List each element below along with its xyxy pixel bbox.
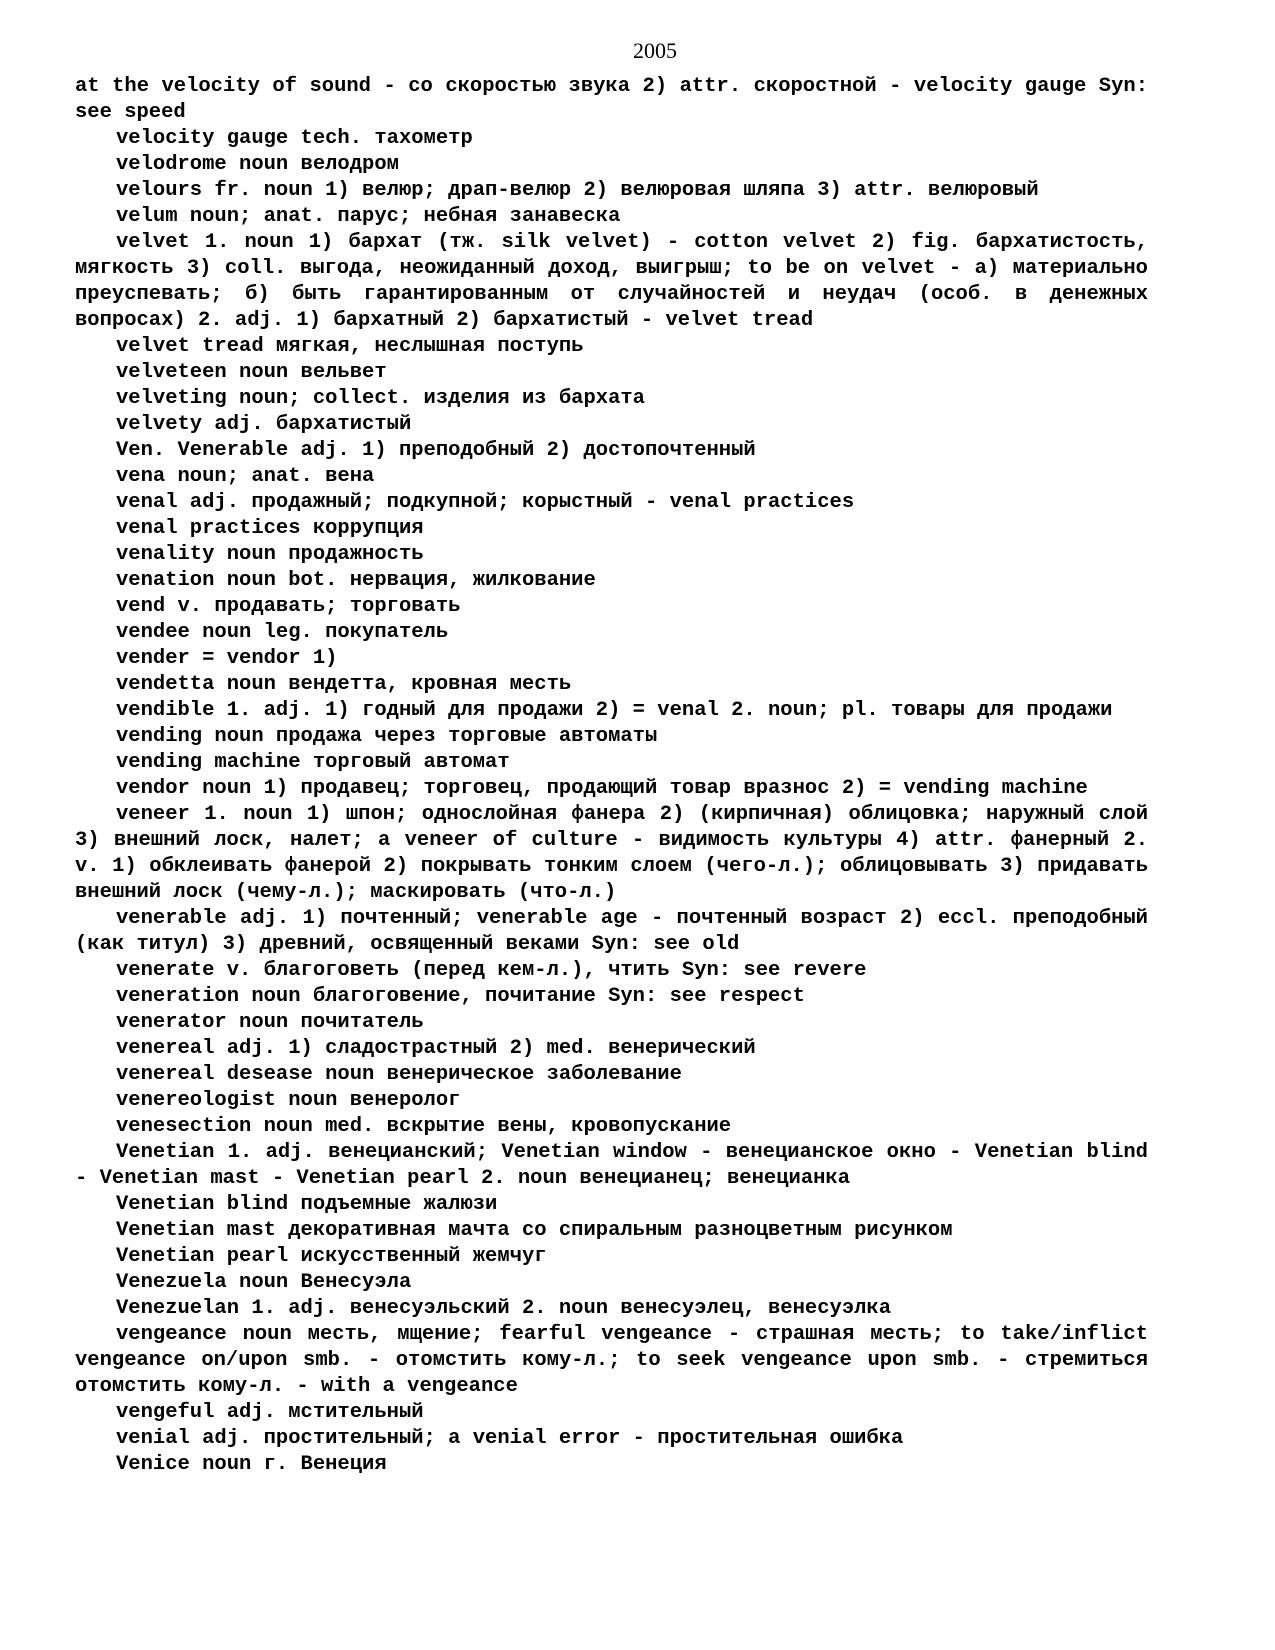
dictionary-entry: vena noun; anat. вена — [116, 465, 375, 488]
dictionary-entries — [75, 74, 1148, 1478]
dictionary-entry: Venezuelan 1. adj. венесуэльский 2. noun венесуэлец, венесуэлка — [116, 1297, 892, 1320]
dictionary-entry: vendible 1. adj. 1) годный для продажи 2) = venal 2. noun; pl. товары для продажи — [116, 699, 1113, 722]
dictionary-entry: veneration noun благоговение, почитание Syn: see respect — [116, 985, 805, 1008]
dictionary-entry: venereal adj. 1) сладострастный 2) med. венерический — [116, 1037, 756, 1060]
dictionary-entry: veneer 1. noun 1) шпон; однослойная фанера 2) (кирпичная) облицовка; наружный слой 3) внешний лоск, налет; a veneer of culture - видимость культуры 4) attr. фанерный 2. v. 1) обклеивать фанерой 2) покрывать тонким слоем (чего-л.); облицовывать 3) придавать внешний лоск (чему-л.); маскировать (что-л.) — [75, 803, 1148, 904]
dictionary-entry: velvet tread мягкая, неслышная поступь — [116, 335, 584, 358]
dictionary-entry: velveteen noun вельвет — [116, 361, 387, 384]
dictionary-entry: vend v. продавать; торговать — [116, 595, 461, 618]
dictionary-entry: venerator noun почитатель — [116, 1011, 424, 1034]
dictionary-entry: vengeful adj. мстительный — [116, 1401, 424, 1424]
dictionary-entry: venerate v. благоговеть (перед кем-л.), чтить Syn: see revere — [116, 959, 867, 982]
dictionary-entry: venerable adj. 1) почтенный; venerable age - почтенный возраст 2) eccl. преподобный (как титул) 3) древний, освященный веками Syn: see old — [75, 907, 1148, 956]
dictionary-entry: vendee noun leg. покупатель — [116, 621, 449, 644]
dictionary-entry: venal practices коррупция — [116, 517, 424, 540]
dictionary-entry: Ven. Venerable adj. 1) преподобный 2) достопочтенный — [116, 439, 756, 462]
dictionary-entry: Venetian pearl искусственный жемчуг — [116, 1245, 547, 1268]
dictionary-entry: velum noun; anat. парус; небная занавеска — [116, 205, 621, 228]
dictionary-entry: velodrome noun велодром — [116, 153, 399, 176]
dictionary-entry: velvet 1. noun 1) бархат (тж. silk velvet) - cotton velvet 2) fig. бархатистость, мягкость 3) coll. выгода, неожиданный доход, выигрыш; to be on velvet - а) материально преуспевать; б) быть гарантированным от случайностей и неудач (особ. в денежных вопросах) 2. adj. 1) бархатный 2) бархатистый - velvet tread — [75, 231, 1148, 332]
dictionary-entry: venial adj. простительный; a venial error - простительная ошибка — [116, 1427, 904, 1450]
dictionary-entry: Venetian mast декоративная мачта со спиральным разноцветным рисунком — [116, 1219, 953, 1242]
dictionary-entry: Venetian blind подъемные жалюзи — [116, 1193, 498, 1216]
dictionary-entry: at the velocity of sound - со скоростью звука 2) attr. скоростной - velocity gauge Syn: see speed — [75, 75, 1148, 124]
dictionary-entry: velours fr. noun 1) велюр; драп-велюр 2) велюровая шляпа 3) attr. велюровый — [116, 179, 1039, 202]
dictionary-entry: vendor noun 1) продавец; торговец, продающий товар вразнос 2) = vending machine — [116, 777, 1088, 800]
dictionary-entry: venesection noun med. вскрытие вены, кровопускание — [116, 1115, 732, 1138]
dictionary-entry: vendetta noun вендетта, кровная месть — [116, 673, 572, 696]
dictionary-entry: venereologist noun венеролог — [116, 1089, 461, 1112]
dictionary-entry: velocity gauge tech. тахометр — [116, 127, 473, 150]
dictionary-entry: Venice noun г. Венеция — [116, 1453, 387, 1476]
dictionary-entry: vender = vendor 1) — [116, 647, 338, 670]
dictionary-entry: vengeance noun месть, мщение; fearful vengeance - страшная месть; to take/inflict vengeance on/upon smb. - отомстить кому-л.; to seek vengeance upon smb. - стремиться отомстить кому-л. - with a vengeance — [75, 1323, 1148, 1398]
dictionary-entry: Venetian 1. adj. венецианский; Venetian window - венецианское окно - Venetian blind - Venetian mast - Venetian pearl 2. noun венецианец; венецианка — [75, 1141, 1148, 1190]
dictionary-entry: venereal desease noun венерическое заболевание — [116, 1063, 682, 1086]
dictionary-entry: vending noun продажа через торговые автоматы — [116, 725, 658, 748]
dictionary-entry: venal adj. продажный; подкупной; корыстный - venal practices — [116, 491, 855, 514]
dictionary-entry: velveting noun; collect. изделия из бархата — [116, 387, 645, 410]
dictionary-entry: venality noun продажность — [116, 543, 424, 566]
dictionary-entry: velvety adj. бархатистый — [116, 413, 412, 436]
page-number: 2005 — [633, 38, 677, 63]
dictionary-entry: vending machine торговый автомат — [116, 751, 510, 774]
dictionary-entry: Venezuela noun Венесуэла — [116, 1271, 412, 1294]
dictionary-entry: venation noun bot. нервация, жилкование — [116, 569, 596, 592]
